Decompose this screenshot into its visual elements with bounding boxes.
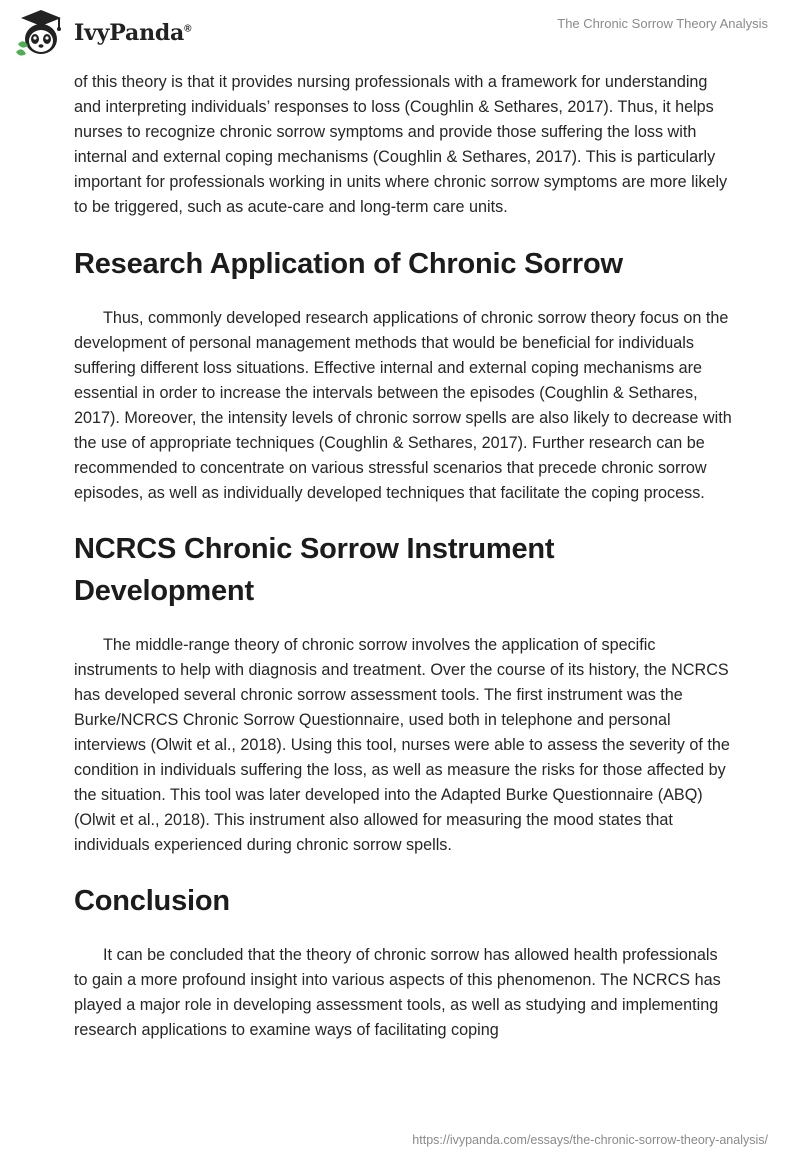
section-paragraph-ncrcs-instrument: The middle-range theory of chronic sorrow involves the application of specific instruments to help with diagnosis and treatment. Over the course of its history, the NCRCS has developed several chronic sorrow assessment tools. The first instrument was the Burke/NCRCS Chronic Sorrow Questionnaire, used both in telephone and personal interviews (Olwit et al., 2018). Using this tool, nurses were able to assess the severity of the condition in individuals suffering the loss, as well as measure the risks for those affected by the situation. This tool was later developed into the Adapted Burke Questionnaire (ABQ) (Olwit et al., 2018). This instrument also allowed for measuring the mood states that individuals experienced during chronic sorrow spells. — [74, 636, 730, 854]
essay-body — [74, 70, 734, 1043]
panda-logo-icon — [14, 8, 68, 58]
section-heading-research-application: Research Application of Chronic Sorrow — [74, 248, 623, 280]
intro-paragraph: of this theory is that it provides nursing professionals with a framework for understanding and interpreting individuals’ responses to loss (Coughlin & Sethares, 2017). Thus, it helps nurses to recognize chronic sorrow symptoms and provide those suffering the loss with internal and external coping mechanisms (Coughlin & Sethares, 2017). This is particularly important for professionals working in units where chronic sorrow symptoms are more likely to be triggered, such as acute-care and long-term care units. — [74, 73, 728, 216]
document-title: The Chronic Sorrow Theory Analysis — [557, 16, 768, 31]
footer-source-link[interactable]: https://ivypanda.com/essays/the-chronic-sorrow-theory-analysis/ — [412, 1133, 768, 1147]
section-heading-ncrcs-instrument: NCRCS Chronic Sorrow Instrument Development — [74, 533, 555, 607]
brand-name: IvyPanda® — [74, 20, 192, 46]
section-paragraph-conclusion: It can be concluded that the theory of chronic sorrow has allowed health professionals to gain a more profound insight into various aspects of this phenomenon. The NCRCS has played a major role in developing assessment tools, as well as studying and implementing research applications to examine ways of facilitating coping — [74, 946, 721, 1039]
page-header — [0, 0, 800, 70]
ivypanda-logo[interactable] — [14, 8, 191, 58]
section-paragraph-research-application: Thus, commonly developed research applications of chronic sorrow theory focus on the development of personal management methods that would be beneficial for individuals suffering different loss situations. Effective internal and external coping mechanisms are essential in order to increase the intervals between the episodes (Coughlin & Sethares, 2017). Moreover, the intensity levels of chronic sorrow spells are also likely to decrease with the use of appropriate techniques (Coughlin & Sethares, 2017). Further research can be recommended to concentrate on various stressful scenarios that precede chronic sorrow episodes, as well as individually developed techniques that facilitate the coping process. — [74, 309, 732, 502]
section-heading-conclusion: Conclusion — [74, 885, 230, 917]
